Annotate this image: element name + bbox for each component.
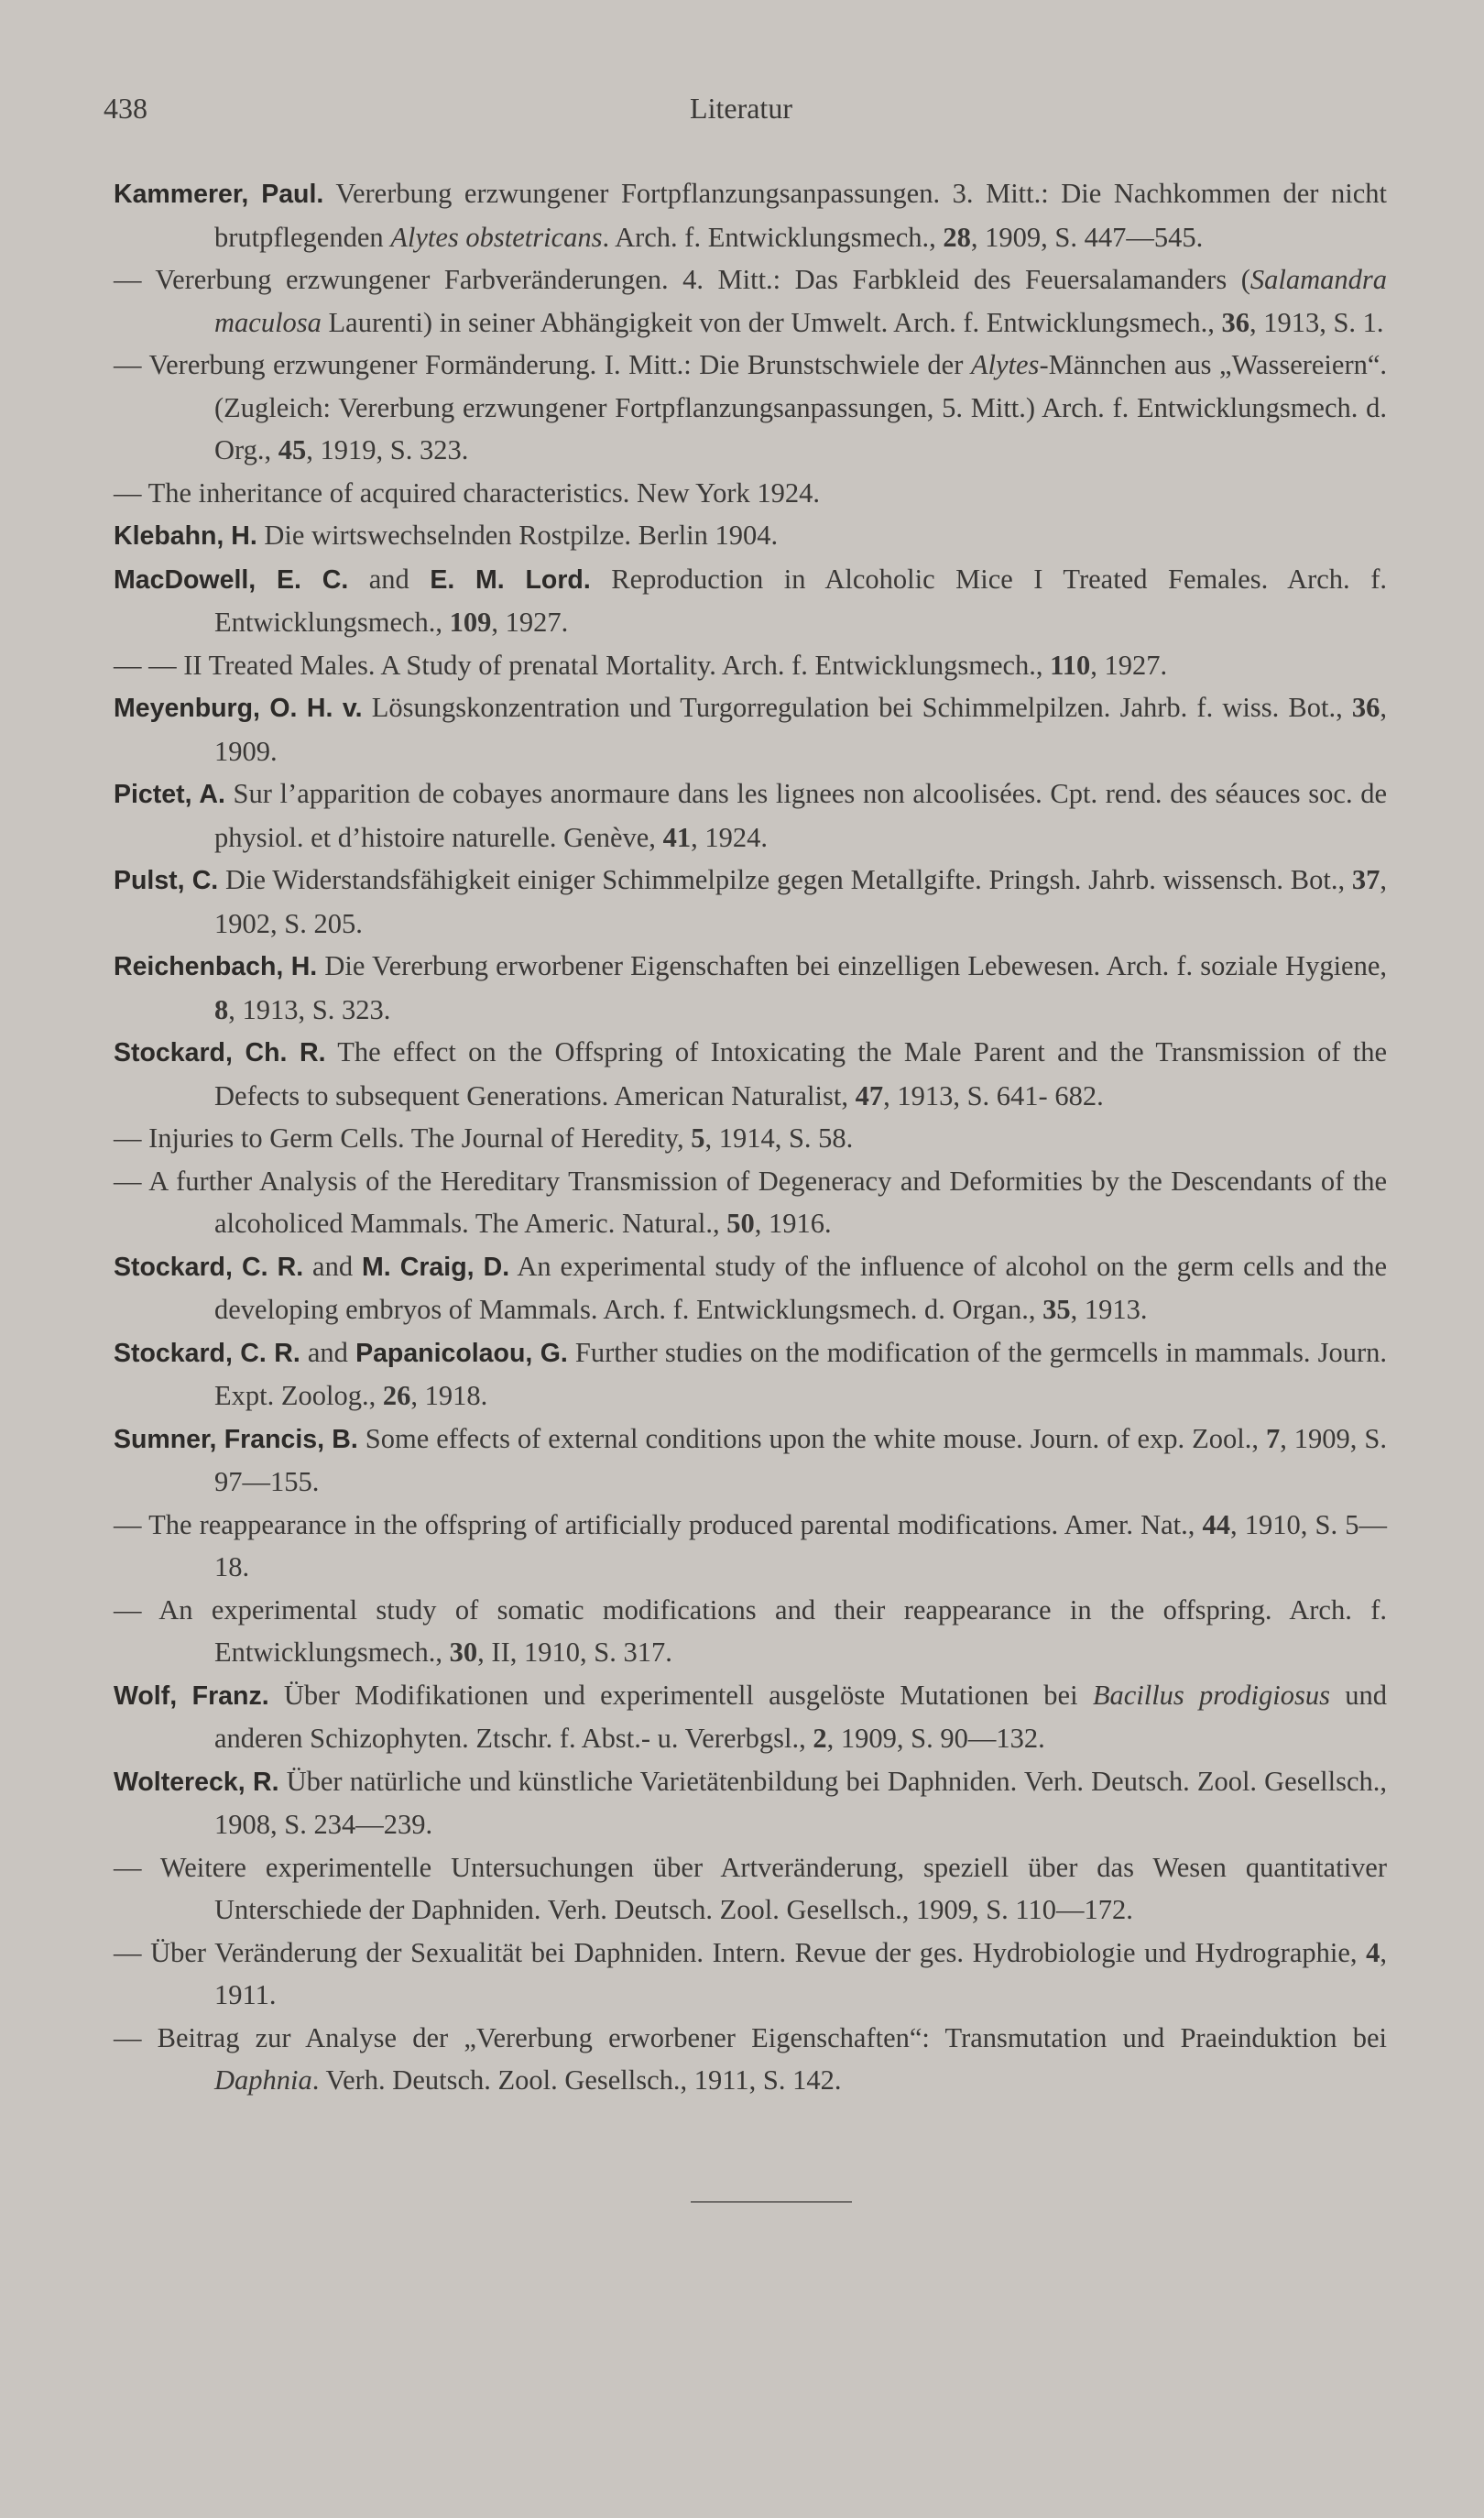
volume-number: 47 [855, 1079, 884, 1111]
reference-text: , 1910, S. 5—18. [214, 1508, 1387, 1582]
page-header [104, 92, 1379, 137]
reference-text: -Männchen aus „Wassereiern“. (Zugleich: Vererbung erzwungener Fortpflanzungsanpassungen, 5. Mitt.) Arch. f. Entwicklungsmech. d. Org., [214, 349, 1388, 465]
reference-text: Lösungskonzentration und Turgorregulation bei Schimmelpilzen. Jahrb. f. wiss. Bot., [362, 692, 1352, 723]
reference-entry [114, 472, 1387, 515]
volume-number: 8 [214, 993, 229, 1025]
page-number: 438 [104, 92, 147, 125]
reference-entry [114, 686, 1387, 772]
reference-entry [114, 258, 1387, 344]
reference-text: — Vererbung erzwungener Formänderung. I. Mitt.: Die Brunstschwiele der [114, 349, 971, 380]
reference-entry [114, 859, 1387, 945]
reference-text: , 1913, S. 323. [228, 993, 391, 1025]
volume-number: 37 [1351, 864, 1380, 895]
reference-text: Vererbung erzwungener Fortpflanzungsanpassungen. 3. Mitt.: Die Nachkommen der nicht brutpflegenden [214, 178, 1388, 253]
volume-number: 36 [1351, 692, 1380, 723]
reference-text: — The inheritance of acquired characteristics. New York 1924. [114, 476, 821, 509]
reference-entry [114, 1160, 1387, 1245]
volume-number: 50 [726, 1208, 755, 1239]
reference-text: Laurenti) in seiner Abhängigkeit von der Umwelt. Arch. f. Entwicklungsmech., [321, 306, 1222, 338]
reference-text: , 1909, S. 447—545. [970, 221, 1204, 253]
reference-text: — Injuries to Germ Cells. The Journal of Heredity, [114, 1122, 692, 1154]
volume-number: 36 [1221, 306, 1249, 338]
reference-text: and [303, 1250, 362, 1282]
reference-entry [114, 1504, 1387, 1589]
author-name: E. M. Lord. [430, 564, 591, 595]
reference-text: — Über Veränderung der Sexualität bei Daphniden. Intern. Revue der ges. Hydrobiologie und Hydrographie, [114, 1936, 1367, 1968]
reference-text: and [300, 1336, 356, 1368]
italic-title: Daphnia [214, 2064, 312, 2096]
reference-text: — An experimental study of somatic modifications and their reappearance in the offspring. Arch. f. Entwicklungsmech., [114, 1593, 1387, 1668]
reference-text: Sur l’apparition de cobayes anormaure dans les lignees non alcoolisées. Cpt. rend. des séauces soc. de physiol. et d’histoire naturelle. Genève, [214, 778, 1387, 853]
author-name: Stockard, C. R. [114, 1338, 300, 1368]
reference-entry [114, 644, 1387, 687]
reference-text: , 1913, S. 641- 682. [883, 1079, 1104, 1111]
author-name: Papanicolaou, G. [355, 1338, 568, 1368]
reference-text: , 1902, S. 205. [214, 864, 1388, 939]
reference-text: An experimental study of the influence of alcohol on the germ cells and the developing embryos of Mammals. Arch. f. Entwicklungsmech. d. Organ., [214, 1250, 1388, 1325]
volume-number: 110 [1050, 649, 1091, 681]
reference-entry [114, 1031, 1387, 1117]
reference-text: , 1916. [754, 1208, 832, 1239]
reference-text: The effect on the Offspring of Intoxicating the Male Parent and the Transmission of the Defects to subsequent Generations. American Naturalist, [214, 1036, 1388, 1111]
volume-number: 7 [1265, 1422, 1281, 1454]
reference-text: Über Modifikationen und experimentell ausgelöste Mutationen bei [268, 1679, 1093, 1711]
author-name: MacDowell, E. C. [114, 564, 349, 595]
reference-text: Die Vererbung erworbener Eigenschaften bei einzelligen Lebewesen. Arch. f. soziale Hygiene, [317, 950, 1387, 981]
reference-entry [114, 1846, 1387, 1932]
author-name: Klebahn, H. [114, 521, 257, 551]
reference-text: . Arch. f. Entwicklungsmech., [602, 221, 944, 253]
reference-text: and [348, 563, 431, 595]
author-name: Kammerer, Paul. [114, 180, 324, 209]
reference-entry [114, 772, 1387, 859]
author-name: Stockard, C. R. [114, 1252, 304, 1282]
reference-entry [114, 1674, 1387, 1760]
reference-text: — Weitere experimentelle Untersuchungen über Artveränderung, speziell über das Wesen quantitativer Unterschiede der Daphniden. Verh. Deutsch. Zool. Gesellsch., 1909, S. 110—172. [114, 1851, 1387, 1925]
reference-text: — The reappearance in the offspring of artificially produced parental modifications. Amer. Nat., [114, 1508, 1203, 1540]
reference-text: , 1909, S. 90—132. [826, 1723, 1045, 1754]
italic-title: Alytes obstetricans [390, 221, 603, 253]
reference-entry [114, 2017, 1387, 2102]
reference-text: — A further Analysis of the Hereditary Transmission of Degeneracy and Deformities by the Descendants of the alcoholiced Mammals. The Americ. Natural., [114, 1165, 1387, 1239]
reference-entry [114, 1932, 1387, 2017]
reference-text: Some effects of external conditions upon the white mouse. Journ. of exp. Zool., [357, 1422, 1266, 1454]
reference-text: , 1909. [214, 692, 1387, 767]
reference-text: , 1914, S. 58. [704, 1122, 854, 1154]
volume-number: 26 [382, 1380, 411, 1411]
author-name: Woltereck, R. [114, 1767, 279, 1797]
reference-text: , 1927. [491, 607, 569, 638]
author-name: Sumner, Francis, B. [114, 1424, 358, 1454]
reference-entry [114, 1760, 1387, 1846]
reference-text: Über natürliche und künstliche Varietätenbildung bei Daphniden. Verh. Deutsch. Zool. Gesellsch., 1908, S. 234—239. [214, 1765, 1387, 1840]
running-title: Literatur [690, 92, 792, 125]
reference-text: , 1919, S. 323. [306, 434, 469, 465]
reference-text: Reproduction in Alcoholic Mice I Treated Females. Arch. f. Entwicklungsmech., [214, 563, 1387, 638]
volume-number: 41 [662, 821, 692, 853]
reference-text: — Vererbung erzwungener Farbveränderungen. 4. Mitt.: Das Farbkleid des Feuersalamanders ( [114, 264, 1250, 295]
author-name: Pictet, A. [114, 780, 225, 809]
reference-entry [114, 1245, 1387, 1331]
volume-number: 35 [1042, 1294, 1071, 1325]
author-name: Stockard, Ch. R. [114, 1038, 326, 1067]
reference-text: , 1913. [1070, 1294, 1148, 1325]
end-divider [691, 2201, 852, 2203]
italic-title: Alytes [970, 349, 1040, 380]
reference-text: , 1927. [1090, 649, 1168, 681]
author-name: Reichenbach, H. [114, 952, 318, 981]
reference-entry [114, 172, 1387, 258]
reference-entry [114, 558, 1387, 644]
volume-number: 2 [813, 1723, 827, 1754]
reference-text: , 1909, S. 97—155. [214, 1422, 1387, 1497]
reference-text: und anderen Schizophyten. Ztschr. f. Abst.- u. Vererbgsl., [214, 1679, 1388, 1754]
reference-text: — Beitrag zur Analyse der „Vererbung erworbener Eigenschaften“: Transmutation und Praeinduktion bei [114, 2021, 1387, 2053]
reference-text: Further studies on the modification of the germcells in mammals. Journ. Expt. Zoolog., [214, 1336, 1387, 1411]
reference-entry [114, 1331, 1387, 1418]
reference-entry [114, 945, 1387, 1031]
reference-text: , 1911. [214, 1936, 1387, 2010]
italic-title: Bacillus prodigiosus [1092, 1679, 1330, 1711]
reference-text: , II, 1910, S. 317. [477, 1637, 672, 1668]
reference-text: . Verh. Deutsch. Zool. Gesellsch., 1911, S. 142. [311, 2064, 842, 2096]
reference-entry [114, 514, 1387, 558]
volume-number: 30 [449, 1637, 478, 1668]
reference-entry [114, 1418, 1387, 1504]
volume-number: 109 [449, 607, 492, 638]
reference-entry [114, 344, 1387, 472]
volume-number: 28 [943, 221, 971, 253]
volume-number: 5 [691, 1122, 705, 1154]
reference-entry [114, 1589, 1387, 1674]
volume-number: 44 [1202, 1508, 1231, 1540]
reference-text: , 1924. [691, 821, 768, 853]
volume-number: 4 [1366, 1936, 1380, 1968]
reference-text: , 1913, S. 1. [1249, 306, 1384, 338]
reference-text: , 1918. [410, 1380, 488, 1411]
volume-number: 45 [278, 434, 307, 465]
author-name: Pulst, C. [114, 866, 219, 895]
reference-list [114, 172, 1387, 2102]
author-name: Wolf, Franz. [114, 1680, 269, 1711]
italic-title: Salamandra maculosa [214, 264, 1387, 338]
reference-text: — — II Treated Males. A Study of prenatal Mortality. Arch. f. Entwicklungsmech., [114, 649, 1051, 681]
reference-entry [114, 1117, 1387, 1160]
reference-text: Die Widerstandsfähigkeit einiger Schimmelpilze gegen Metallgifte. Pringsh. Jahrb. wissensch. Bot., [218, 864, 1352, 895]
reference-text: Die wirtswechselnden Rostpilze. Berlin 1904. [256, 520, 779, 551]
author-name: Meyenburg, O. H. v. [114, 694, 363, 723]
author-name: M. Craig, D. [361, 1252, 510, 1282]
